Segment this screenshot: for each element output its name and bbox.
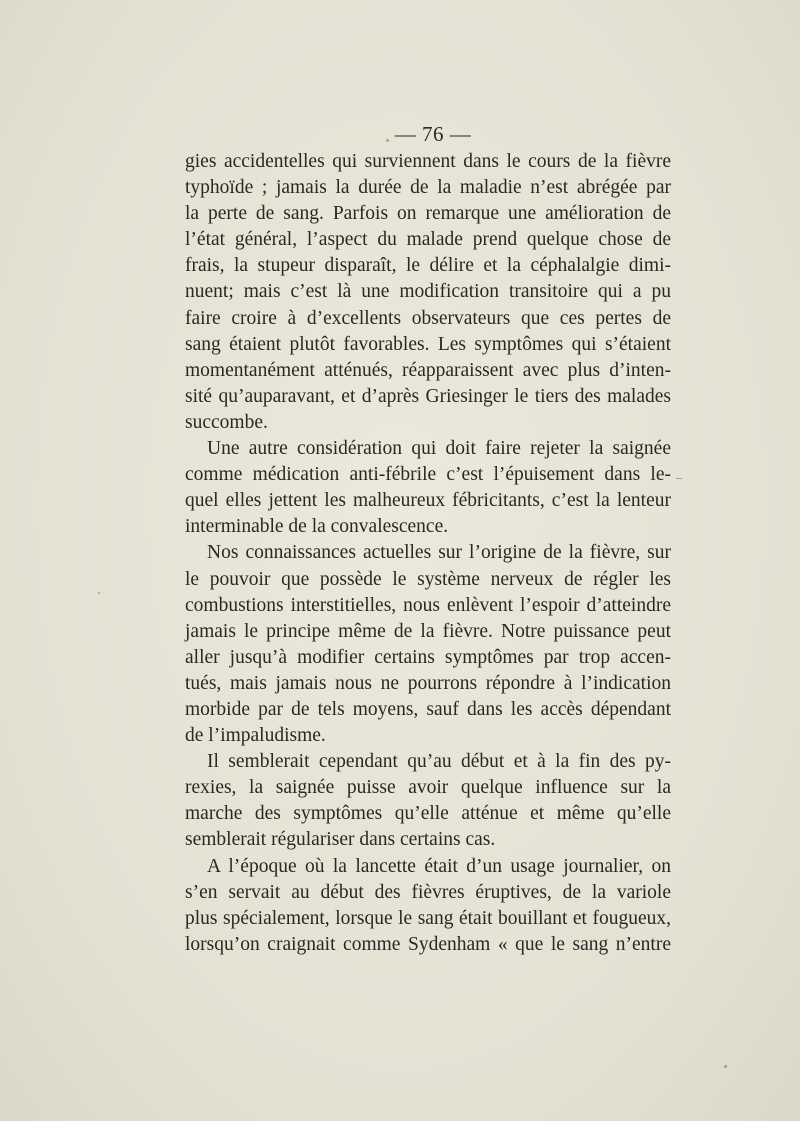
text-line: rexies, la saignée puisse avoir quelque influence sur la [185,777,671,799]
text-line: quel elles jettent les malheureux fébricitants, c’est la lenteur [185,490,671,512]
text-line: momentanément atténués, réapparaissent avec plus d’inten- [185,359,671,381]
body-text [185,149,671,958]
text-line: succombe. [185,411,268,433]
paper-speck [724,1065,727,1068]
text-line: lorsqu’on craignait comme Sydenham « que le sang n’entre [185,933,671,955]
text-line: frais, la stupeur disparaît, le délire et la céphalalgie dimi- [185,255,671,277]
text-line: plus spécialement, lorsque le sang était bouillant et fougueux, [185,907,671,929]
paragraph [185,149,671,436]
text-line: nuent; mais c’est là une modification transitoire qui a pu [185,281,671,303]
paper-speck [98,592,100,594]
text-line: la perte de sang. Parfois on remarque une amélioration de [185,203,671,225]
page-number: — 76 — [394,122,472,146]
text-line: s’en servait au début des fièvres éruptives, de la variole [185,881,671,903]
text-line: faire croire à d’excellents observateurs que ces pertes de [185,307,671,329]
paragraph [185,436,671,540]
paper-speck [386,139,389,142]
paper-speck [676,478,682,479]
text-line: semblerait régulariser dans certains cas. [185,829,496,851]
paragraph [185,749,671,853]
text-line: l’état général, l’aspect du malade prend quelque chose de [185,229,671,251]
text-line: Une autre considération qui doit faire rejeter la saignée [207,438,671,460]
paragraph [185,854,671,958]
text-line: Il semblerait cependant qu’au début et à la fin des py- [207,751,671,773]
text-line: tués, mais jamais nous ne pourrons répondre à l’indication [185,672,671,694]
text-line: aller jusqu’à modifier certains symptômes par trop accen- [185,646,671,668]
text-line: de l’impaludisme. [185,725,326,747]
text-line: typhoïde ; jamais la durée de la maladie n’est abrégée par [185,177,671,199]
paragraph [185,540,671,749]
text-line: interminable de la convalescence. [185,516,449,538]
text-line: sang étaient plutôt favorables. Les symptômes qui s’étaient [185,333,671,355]
text-line: Nos connaissances actuelles sur l’origine de la fièvre, sur [207,542,671,564]
text-line: gies accidentelles qui surviennent dans le cours de la fièvre [185,151,671,172]
text-line: jamais le principe même de la fièvre. Notre puissance peut [185,620,671,642]
text-line: morbide par de tels moyens, sauf dans les accès dépendant [185,698,671,720]
text-line: sité qu’auparavant, et d’après Griesinger le tiers des malades [185,385,671,407]
text-line: combustions interstitielles, nous enlèvent l’espoir d’atteindre [185,594,671,616]
text-line: comme médication anti-fébrile c’est l’épuisement dans le- [185,464,671,486]
text-line: A l’époque où la lancette était d’un usage journalier, on [207,855,671,877]
text-line: le pouvoir que possède le système nerveux de régler les [185,568,671,590]
text-line: marche des symptômes qu’elle atténue et même qu’elle [185,803,671,825]
